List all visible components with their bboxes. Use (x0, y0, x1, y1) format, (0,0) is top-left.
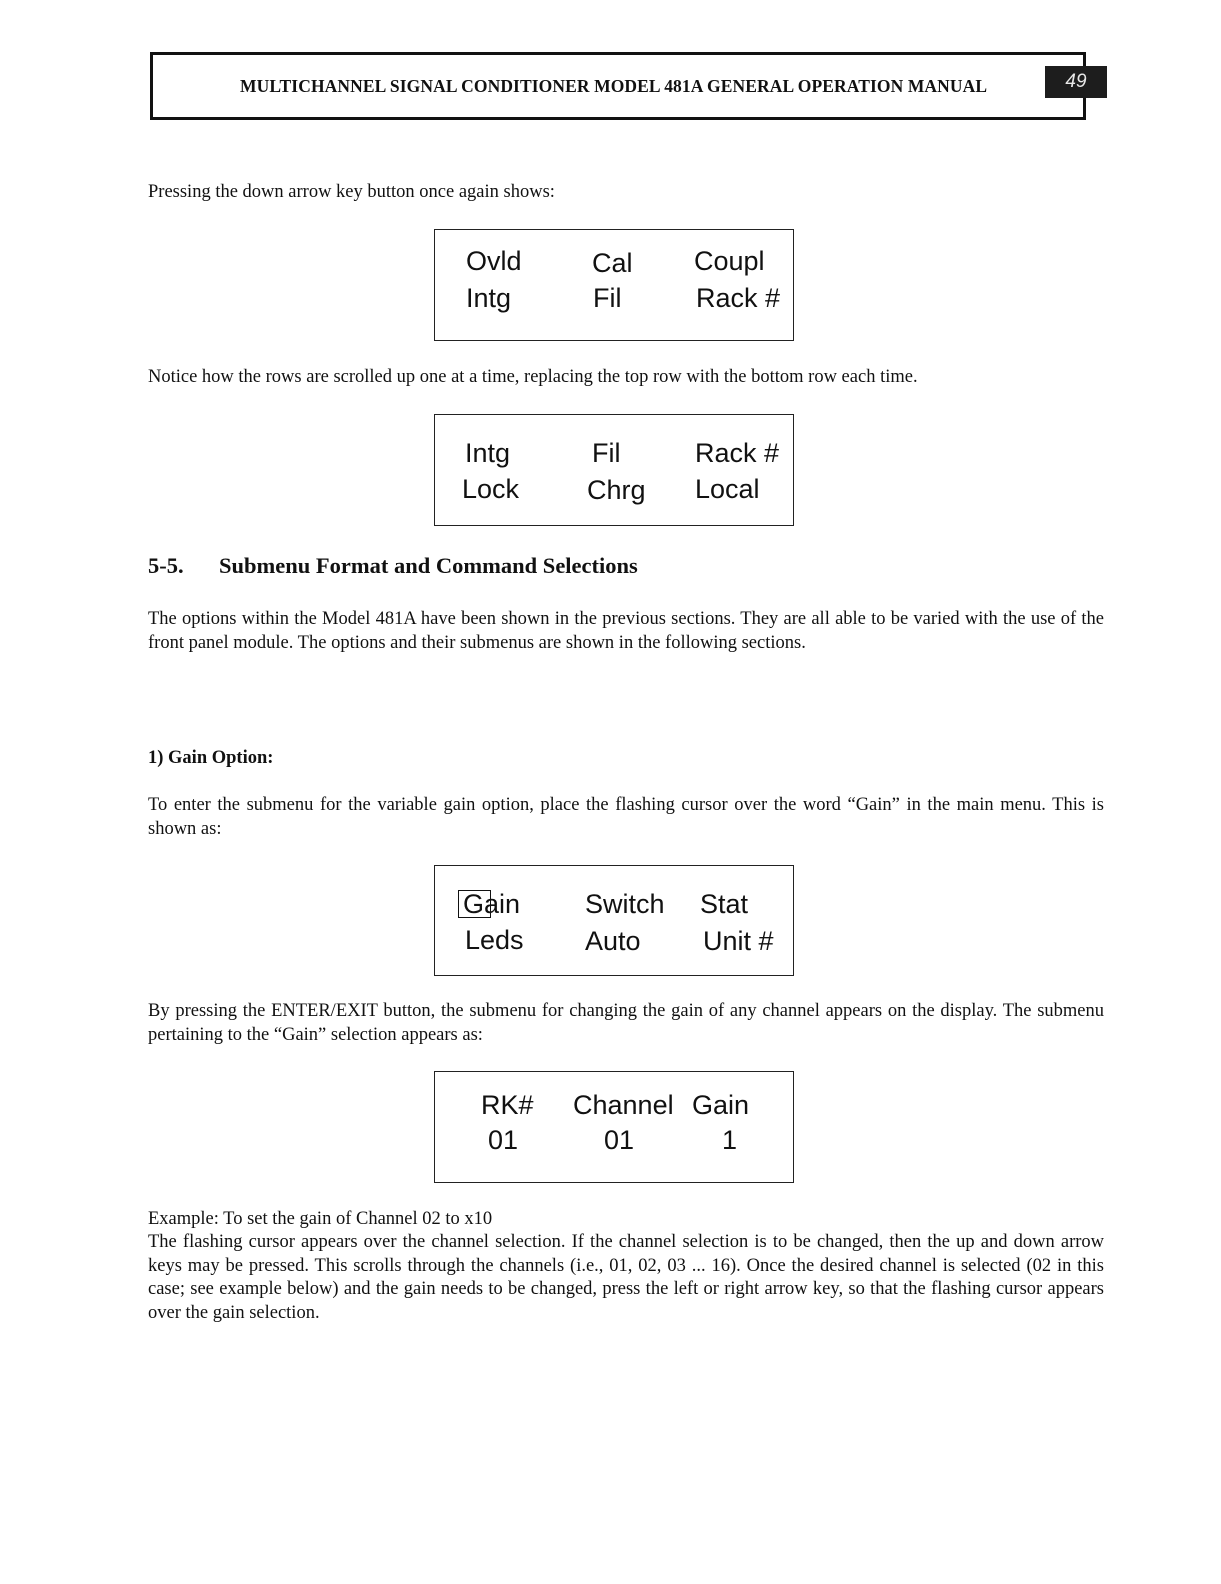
lcd3-r2c2: Auto (585, 926, 641, 956)
section-title: Submenu Format and Command Selections (219, 553, 638, 578)
lcd-display-4 (434, 1071, 794, 1183)
example-body: The flashing cursor appears over the channel selection. If the channel selection is to be changed, then the up and down arrow keys may be pressed. This scrolls through the channels (i.e., 01, 02, 03 ... 16). Once the desired channel is selected (02 in this case; see example below) and the gain needs to be changed, press the left or right arrow key, so that the flashing cursor appears over the gain selection. (148, 1232, 1104, 1323)
section-number: 5-5. (148, 553, 184, 578)
intro-paragraph: Pressing the down arrow key button once again shows: (148, 182, 555, 202)
lcd1-r1c2: Cal (592, 248, 633, 278)
lcd2-r2c1: Lock (462, 474, 520, 504)
lcd2-r2c3: Local (695, 474, 760, 504)
lcd1-r1c1: Ovld (466, 246, 522, 276)
gain-option-heading: 1) Gain Option: (148, 748, 274, 768)
flashing-cursor (458, 890, 491, 918)
lcd3-r1c1: Gain (463, 889, 521, 919)
lcd4-r1c1: RK# (481, 1090, 534, 1120)
lcd2-r1c3: Rack # (695, 438, 780, 468)
lcd2-r1c1: Intg (465, 438, 511, 468)
manual-title: MULTICHANNEL SIGNAL CONDITIONER MODEL 481A GENERAL OPERATION MANUAL (240, 76, 988, 96)
lcd3-r1c3: Stat (700, 889, 749, 919)
lcd1-r2c3: Rack # (696, 283, 781, 313)
lcd3-r1c2: Switch (585, 889, 665, 919)
enter-exit-paragraph: By pressing the ENTER/EXIT button, the submenu for changing the gain of any channel appears on the display. The submenu pertaining to the “Gain” selection appears as: (148, 1001, 1104, 1045)
lcd4-r1c3: Gain (692, 1090, 750, 1120)
lcd2-r1c2: Fil (592, 438, 621, 468)
lcd-display-1 (434, 229, 794, 341)
lcd-display-3 (434, 865, 794, 976)
lcd1-r2c2: Fil (593, 283, 622, 313)
gain-option-instruction: To enter the submenu for the variable gain option, place the flashing cursor over the word “Gain” in the main menu. This is shown as: (148, 795, 1104, 839)
lcd3-r2c3: Unit # (703, 926, 774, 956)
lcd3-r2c1: Leds (465, 925, 524, 955)
lcd1-r1c3: Coupl (694, 246, 765, 276)
example-title: Example: To set the gain of Channel 02 to x10 (148, 1209, 493, 1229)
lcd4-r2c2: 01 (604, 1125, 635, 1155)
notice-paragraph: Notice how the rows are scrolled up one at a time, replacing the top row with the bottom row each time. (148, 367, 918, 387)
lcd4-r2c3: 1 (722, 1125, 738, 1155)
lcd2-r2c2: Chrg (587, 475, 646, 505)
lcd-display-2 (434, 414, 794, 526)
section-body: The options within the Model 481A have been shown in the previous sections. They are all able to be varied with the use of the front panel module. The options and their submenus are shown in the following sections. (148, 609, 1104, 653)
lcd4-r1c2: Channel (573, 1090, 674, 1120)
lcd4-r2c1: 01 (488, 1125, 519, 1155)
page-number: 49 (1045, 66, 1107, 98)
lcd1-r2c1: Intg (466, 283, 512, 313)
section-heading (148, 553, 638, 579)
